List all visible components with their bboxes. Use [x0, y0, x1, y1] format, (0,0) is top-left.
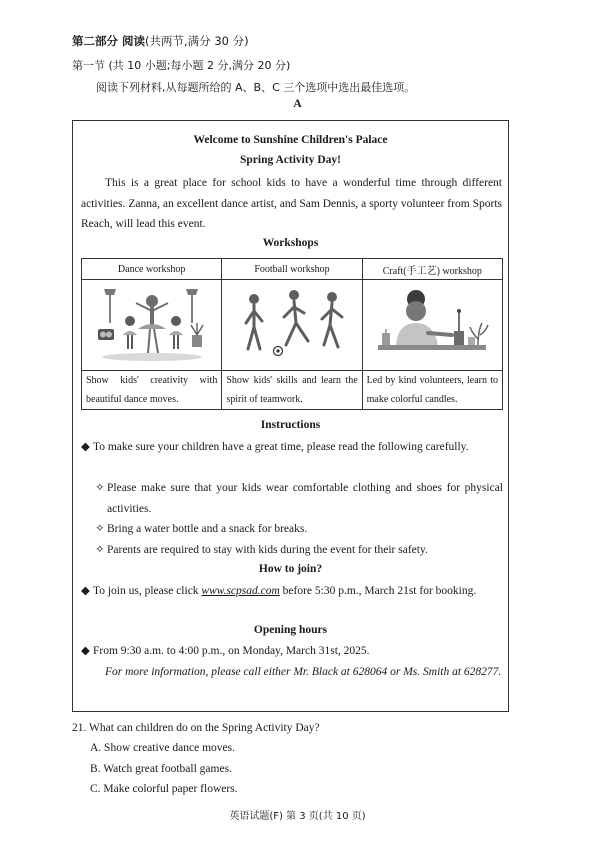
- instructions-main-item: [81, 437, 503, 458]
- section-title-main: 第二部分 阅读: [72, 34, 146, 48]
- diamond-bullet-icon: ◆: [81, 585, 90, 597]
- craft-illustration: [368, 283, 496, 363]
- passage-letter: A: [293, 98, 302, 110]
- join-heading: How to join?: [258, 563, 323, 575]
- instruction-item-1-text: Please make sure that your kids wear comfortable clothing and shoes for physical activities.: [107, 482, 503, 515]
- more-info-paragraph: [81, 662, 502, 683]
- football-illustration-cell: [222, 280, 362, 371]
- workshop-desc-football: Show kids' skills and learn the spirit of teamwork.: [222, 371, 362, 410]
- workshop-header-craft: Craft(手工艺) workshop: [362, 259, 502, 280]
- craft-illustration-cell: [362, 280, 502, 371]
- diamond-bullet-icon: ◆: [81, 645, 90, 657]
- instruction-item-3-text: Parents are required to stay with kids during the event for their safety.: [107, 544, 428, 556]
- more-info-text: For more information, please call either Mr. Black at 628064 or Ms. Smith at 628277.: [105, 666, 502, 678]
- dance-illustration: [88, 283, 216, 363]
- instruction-item-3: [95, 540, 503, 561]
- football-illustration: [228, 283, 356, 363]
- passage-subtitle: Spring Activity Day!: [240, 154, 341, 166]
- instructions-main-text: To make sure your children have a great time, please read the following carefully.: [93, 441, 469, 453]
- workshop-desc-dance: Show kids' creativity with beautiful dance moves.: [82, 371, 222, 410]
- workshop-header-dance: Dance workshop: [82, 259, 222, 280]
- option-b[interactable]: B. Watch great football games.: [90, 763, 232, 775]
- subsection-title: 第一节 (共 10 小题;每小题 2 分,满分 20 分): [72, 59, 291, 72]
- instructions-heading: Instructions: [260, 419, 321, 431]
- sparkle-bullet-icon: ✧: [95, 482, 105, 494]
- instruction-item-1: [95, 478, 503, 519]
- join-text: [81, 581, 503, 602]
- option-c[interactable]: C. Make colorful paper flowers.: [90, 783, 238, 795]
- hours-text: From 9:30 a.m. to 4:00 p.m., on Monday, March 31st, 2025.: [93, 645, 370, 657]
- workshop-desc-craft: Led by kind volunteers, learn to make colorful candles.: [362, 371, 502, 410]
- passage-box: [72, 120, 509, 712]
- workshop-header-football: Football workshop: [222, 259, 362, 280]
- intro-paragraph: [81, 173, 502, 235]
- option-a[interactable]: A. Show creative dance moves.: [90, 742, 235, 754]
- diamond-bullet-icon: ◆: [81, 441, 90, 453]
- dance-illustration-cell: [82, 280, 222, 371]
- instruction-item-2-text: Bring a water bottle and a snack for breaks.: [107, 523, 308, 535]
- section-title: [72, 33, 249, 49]
- hours-heading: Opening hours: [253, 624, 328, 636]
- join-suffix: before 5:30 p.m., March 21st for booking.: [279, 585, 477, 597]
- sparkle-bullet-icon: ✧: [95, 523, 105, 535]
- page-footer: 英语试题(F) 第 3 页(共 10 页): [229, 811, 366, 822]
- join-item: [81, 581, 503, 602]
- section-title-detail: (共两节,满分 30 分): [145, 34, 249, 48]
- instruction-item-2: [95, 519, 503, 540]
- workshops-heading: Workshops: [262, 237, 319, 249]
- hours-item: [81, 641, 503, 662]
- passage-title: Welcome to Sunshine Children's Palace: [193, 134, 388, 146]
- intro-text: This is a great place for school kids to have a wonderful time through different activities. Zanna, an excellent dance artist, and Sam Dennis, a sporty volunteer from Sports Reach, will lead this event.: [81, 177, 502, 230]
- reading-instruction: 阅读下列材料,从每题所给的 A、B、C 三个选项中选出最佳选项。: [96, 81, 416, 94]
- workshops-table: [81, 258, 503, 410]
- website-link[interactable]: www.scpsad.com: [201, 585, 280, 597]
- sparkle-bullet-icon: ✧: [95, 544, 105, 556]
- question-stem: 21. What can children do on the Spring Activity Day?: [72, 722, 320, 734]
- join-prefix: To join us, please click: [93, 585, 202, 597]
